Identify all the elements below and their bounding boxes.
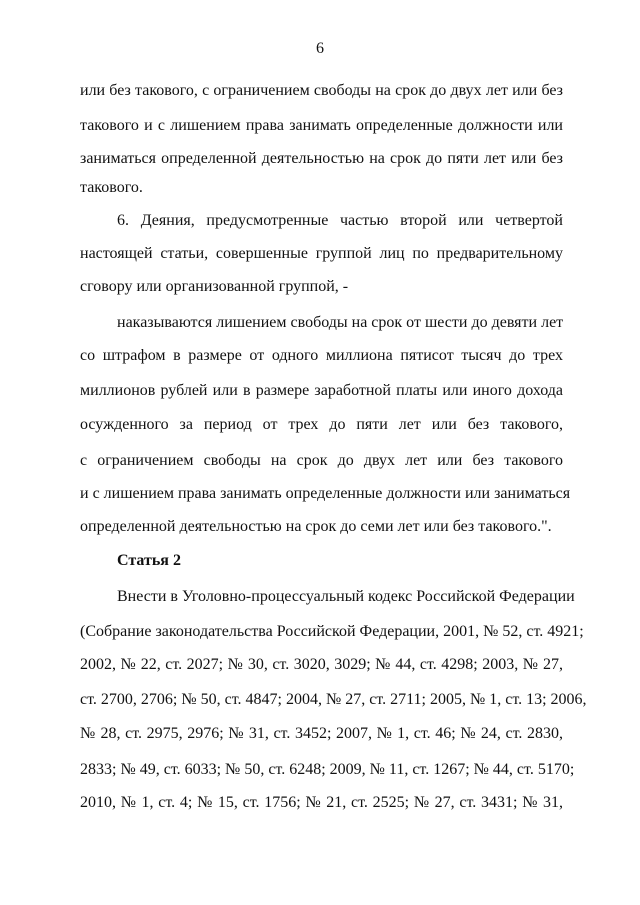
text-line: сговору или организованной группой, - [80, 278, 349, 295]
text-line: (Собрание законодательства Российской Федерации, 2001, № 52, ст. 4921; [80, 623, 584, 640]
article-2-start: Внести в Уголовно-процессуальный кодекс Российской Федерации [117, 588, 575, 605]
text-line: ст. 2700, 2706; № 50, ст. 4847; 2004, № 27, ст. 2711; 2005, № 1, ст. 13; 2006, [80, 691, 587, 708]
text-line: такового и с лишением права занимать определенные должности или [80, 117, 563, 134]
text-line: или без такового, с ограничением свободы на срок до двух лет или без [80, 82, 563, 99]
text-line: 2002, № 22, ст. 2027; № 30, ст. 3020, 3029; № 44, ст. 4298; 2003, № 27, [80, 656, 563, 673]
text-line: с ограничением свободы на срок до двух лет или без такового [80, 452, 563, 469]
text-line: такового. [80, 179, 143, 196]
paragraph-6-start: 6. Деяния, предусмотренные частью второй или четвертой [117, 212, 563, 229]
text-line: миллионов рублей или в размере заработной платы или иного дохода [80, 382, 563, 399]
page-number: 6 [316, 40, 324, 57]
text-line: определенной деятельностью на срок до семи лет или без такового.". [80, 518, 552, 535]
text-line: 2010, № 1, ст. 4; № 15, ст. 1756; № 21, ст. 2525; № 27, ст. 3431; № 31, [80, 794, 563, 811]
text-line: осужденного за период от трех до пяти лет или без такового, [80, 416, 563, 433]
article-heading: Статья 2 [117, 552, 181, 569]
text-line: со штрафом в размере от одного миллиона пятисот тысяч до трех [80, 347, 563, 364]
text-line: и с лишением права занимать определенные должности или заниматься [80, 485, 571, 502]
text-line: заниматься определенной деятельностью на срок до пяти лет или без [80, 150, 563, 167]
text-line: настоящей статьи, совершенные группой лиц по предварительному [80, 245, 563, 262]
text-line: № 28, ст. 2975, 2976; № 31, ст. 3452; 2007, № 1, ст. 46; № 24, ст. 2830, [80, 725, 563, 742]
text-line: 2833; № 49, ст. 6033; № 50, ст. 6248; 2009, № 11, ст. 1267; № 44, ст. 5170; [80, 761, 575, 778]
sanction-start: наказываются лишением свободы на срок от шести до девяти лет [117, 314, 564, 331]
